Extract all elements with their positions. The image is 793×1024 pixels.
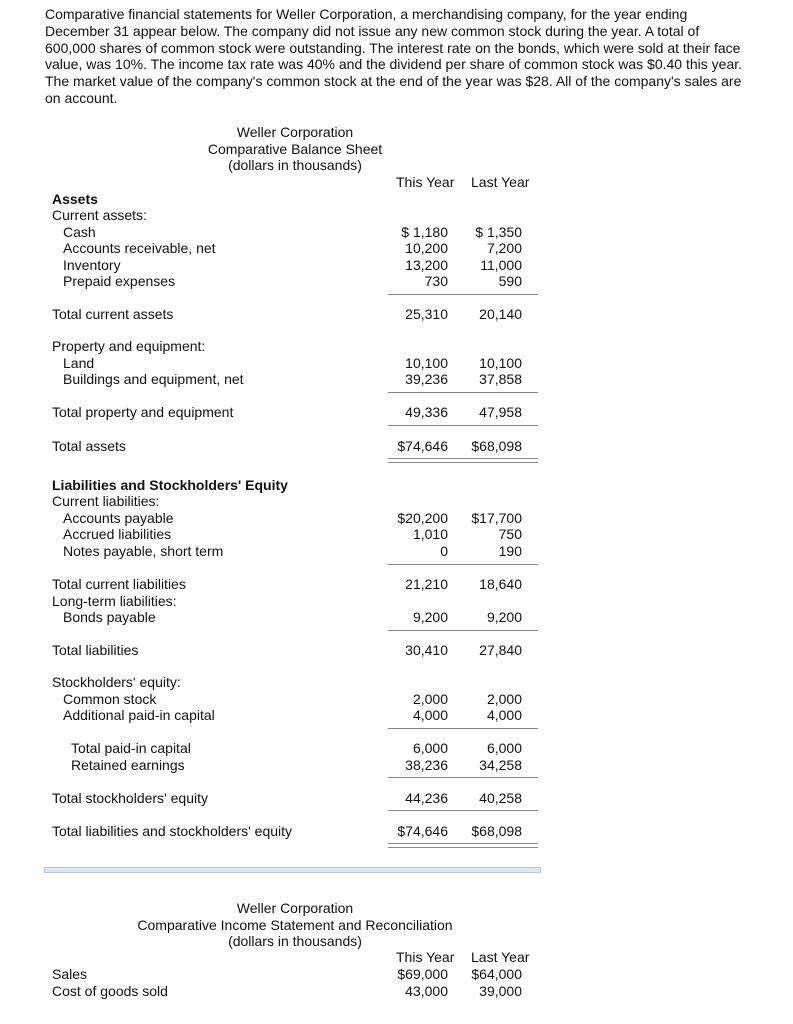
value-last-year: 7,200	[486, 240, 522, 256]
value-last-year: 20,140	[479, 306, 522, 322]
rule	[388, 294, 538, 295]
value-last-year: $ 1,350	[475, 224, 522, 240]
company-name: Weller Corporation	[236, 124, 354, 140]
value-this-year: 9,200	[412, 609, 448, 625]
rule	[388, 728, 538, 729]
rule	[388, 425, 538, 426]
value-last-year: $64,000	[471, 966, 522, 982]
value-this-year: 6,000	[412, 740, 448, 756]
value-last-year: $68,098	[471, 438, 522, 454]
row-label: Total liabilities and stockholders' equity	[52, 823, 293, 839]
col-header-this-year: This Year	[396, 949, 455, 965]
value-this-year: 43,000	[405, 983, 448, 999]
col-header-this-year: This Year	[396, 174, 455, 190]
value-this-year: 39,236	[405, 371, 448, 387]
rule	[388, 810, 538, 811]
col-header-last-year: Last Year	[471, 949, 530, 965]
row-label: Total liabilities	[52, 642, 139, 658]
row-label: Land	[63, 355, 95, 371]
value-this-year: 0	[440, 543, 448, 559]
value-this-year: 4,000	[412, 707, 448, 723]
value-last-year: 6,000	[486, 740, 522, 756]
value-last-year: 4,000	[486, 707, 522, 723]
value-last-year: 27,840	[479, 642, 522, 658]
row-label: Notes payable, short term	[63, 543, 224, 559]
value-last-year: 34,258	[479, 757, 522, 773]
row-label: Sales	[52, 966, 88, 982]
company-name: Weller Corporation	[236, 900, 354, 916]
statement-units: (dollars in thousands)	[228, 157, 362, 173]
value-this-year: 730	[424, 273, 448, 289]
value-this-year: 1,010	[412, 526, 448, 542]
value-this-year: 49,336	[405, 404, 448, 420]
row-label: Total paid-in capital	[71, 740, 191, 756]
value-last-year: 37,858	[479, 371, 522, 387]
value-this-year: 25,310	[405, 306, 448, 322]
value-last-year: 9,200	[486, 609, 522, 625]
value-this-year: 30,410	[405, 642, 448, 658]
row-label: Current liabilities:	[52, 493, 160, 509]
rule	[388, 777, 538, 778]
row-label: Total assets	[52, 438, 126, 454]
row-label: Bonds payable	[63, 609, 156, 625]
value-last-year: 10,100	[479, 355, 522, 371]
value-last-year: 2,000	[486, 691, 522, 707]
section-heading: Assets	[52, 191, 98, 207]
row-label: Stockholders' equity:	[52, 674, 181, 690]
double-rule	[388, 458, 538, 463]
row-label: Inventory	[63, 257, 121, 273]
statement-name: Comparative Balance Sheet	[207, 140, 383, 157]
row-label: Cash	[63, 224, 96, 240]
row-label: Total current liabilities	[52, 576, 186, 592]
row-label: Long-term liabilities:	[52, 593, 177, 609]
row-label: Property and equipment:	[52, 338, 206, 354]
value-last-year: 750	[498, 526, 522, 542]
value-last-year: 18,640	[479, 576, 522, 592]
row-label: Cost of goods sold	[52, 983, 168, 999]
row-label: Total property and equipment	[52, 404, 234, 420]
row-label: Common stock	[63, 691, 157, 707]
value-this-year: 38,236	[405, 757, 448, 773]
double-rule	[388, 843, 538, 848]
row-label: Additional paid-in capital	[63, 707, 215, 723]
value-last-year: 11,000	[480, 257, 522, 273]
section-separator-bar	[44, 867, 541, 873]
rule	[388, 630, 538, 631]
row-label: Current assets:	[52, 207, 147, 223]
value-this-year: 2,000	[412, 691, 448, 707]
statement-units: (dollars in thousands)	[228, 933, 362, 949]
value-this-year: 21,210	[405, 576, 448, 592]
row-label: Accrued liabilities	[63, 526, 172, 542]
value-last-year: 590	[498, 273, 522, 289]
value-this-year: $74,646	[397, 823, 448, 839]
income-statement-title	[100, 900, 490, 950]
value-this-year: $69,000	[397, 966, 448, 982]
row-label: Retained earnings	[71, 757, 185, 773]
value-last-year: 47,958	[479, 404, 522, 420]
value-last-year: 190	[498, 543, 522, 559]
statement-name: Comparative Income Statement and Reconciliation	[137, 916, 453, 933]
rule	[388, 392, 538, 393]
value-last-year: $68,098	[471, 823, 522, 839]
rule	[388, 564, 538, 565]
value-this-year: 44,236	[405, 790, 448, 806]
value-this-year: 10,100	[405, 355, 448, 371]
value-last-year: 39,000	[479, 983, 522, 999]
value-last-year: $17,700	[471, 510, 522, 526]
col-header-last-year: Last Year	[471, 174, 530, 190]
row-label: Total stockholders' equity	[52, 790, 208, 806]
balance-sheet-title	[150, 124, 440, 174]
value-this-year: 10,200	[405, 240, 448, 256]
row-label: Accounts payable	[63, 510, 174, 526]
value-this-year: $ 1,180	[401, 224, 448, 240]
row-label: Buildings and equipment, net	[63, 371, 244, 387]
value-this-year: $20,200	[397, 510, 448, 526]
value-this-year: 13,200	[405, 257, 448, 273]
section-heading: Liabilities and Stockholders' Equity	[52, 477, 288, 493]
row-label: Accounts receivable, net	[63, 240, 216, 256]
intro-paragraph: Comparative financial statements for Weller Corporation, a merchandising company, for the year ending December 31 appear below. The company did not issue any new common stock during the year. A total of 600,000 shares of common stock were outstanding. The interest rate on the bonds, which were sold at their face value, was 10%. The income tax rate was 40% and the dividend per share of common stock was $0.40 this year. The market value of the company's common stock at the end of the year was $28. All of the company's sales are on account.	[45, 6, 743, 106]
row-label: Total current assets	[52, 306, 174, 322]
value-last-year: 40,258	[479, 790, 522, 806]
value-this-year: $74,646	[397, 438, 448, 454]
row-label: Prepaid expenses	[63, 273, 176, 289]
